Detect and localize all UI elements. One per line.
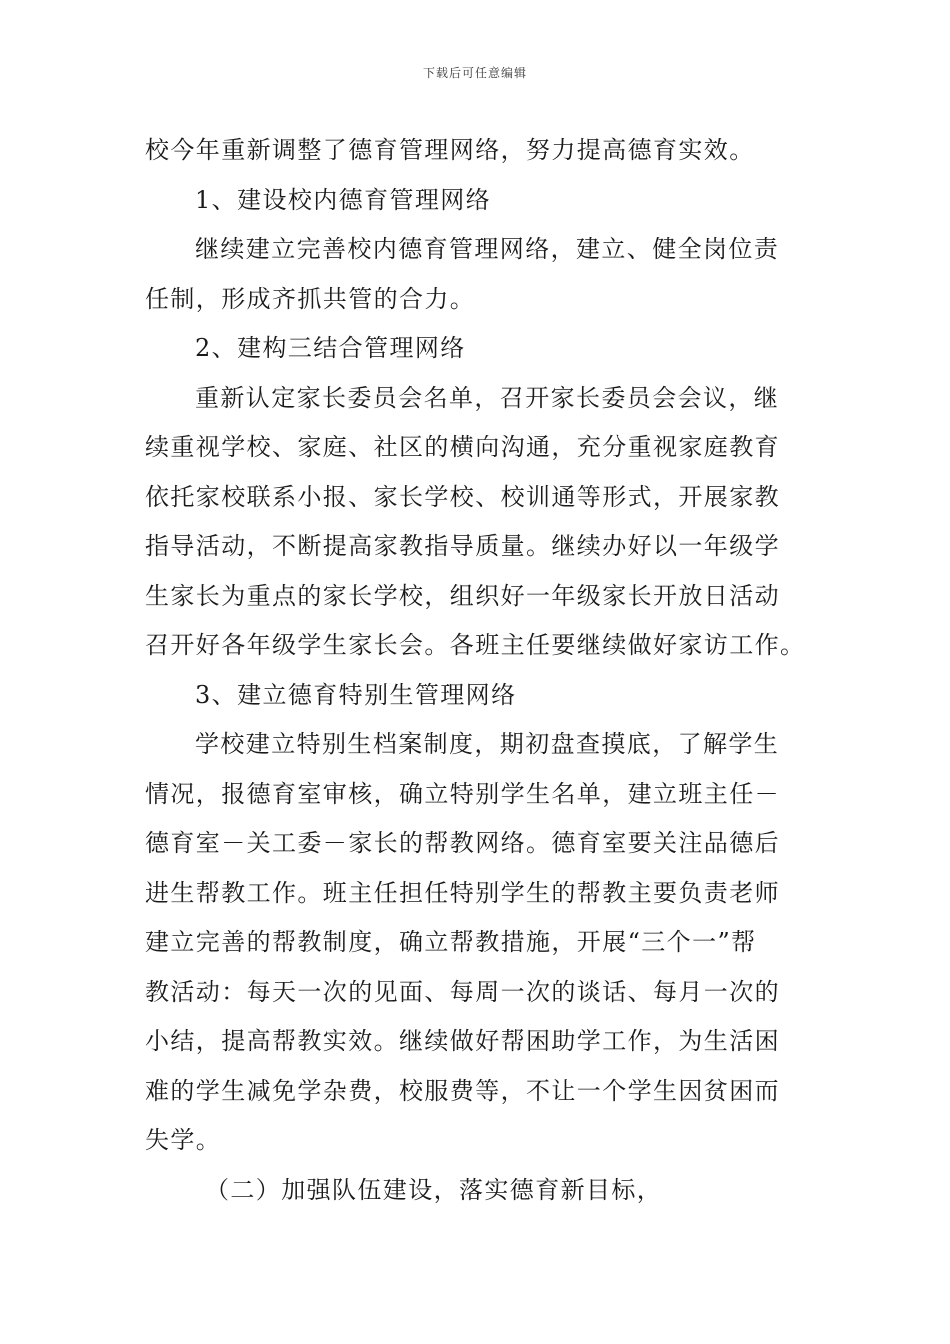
- text-line: 学校建立特别生档案制度，期初盘查摸底，了解学生: [195, 730, 780, 758]
- text-line: 指导活动，不断提高家教指导质量。继续办好以一年级学: [145, 532, 780, 560]
- text-line: 依托家校联系小报、家长学校、校训通等形式，开展家教: [145, 482, 780, 511]
- text-line: 情况，报德育室审核，确立特别学生名单，建立班主任－: [145, 779, 780, 808]
- text-line: 继续建立完善校内德育管理网络，建立、健全岗位责: [195, 235, 780, 263]
- section-heading: 1、建设校内德育管理网络: [195, 185, 492, 214]
- text-line: 校今年重新调整了德育管理网络，努力提高德育实效。: [145, 136, 755, 164]
- page-header-note: 下载后可任意编辑: [422, 66, 527, 80]
- text-line: 德育室－关工委－家长的帮教网络。德育室要关注品德后: [145, 829, 780, 857]
- text-line: 建立完善的帮教制度，确立帮教措施，开展“三个一”帮: [145, 928, 757, 956]
- text-line: 小结，提高帮教实效。继续做好帮困助学工作，为生活困: [145, 1027, 780, 1055]
- section-heading: （二）加强队伍建设，落实德育新目标，: [205, 1175, 663, 1204]
- section-heading: 2、建构三结合管理网络: [195, 334, 466, 362]
- text-line: 教活动：每天一次的见面、每周一次的谈话、每月一次的: [145, 977, 780, 1006]
- document-body: [145, 126, 810, 1215]
- text-line: 续重视学校、家庭、社区的横向沟通，充分重视家庭教育: [145, 433, 780, 461]
- text-line: 任制，形成齐抓共管的合力。: [145, 284, 476, 313]
- section-heading: 3、建立德育特别生管理网络: [195, 680, 517, 709]
- text-line: 召开好各年级学生家长会。各班主任要继续做好家访工作。: [145, 631, 806, 659]
- text-line: 生家长为重点的家长学校，组织好一年级家长开放日活动: [145, 581, 780, 610]
- text-line: 失学。: [145, 1126, 222, 1154]
- text-line: 重新认定家长委员会名单，召开家长委员会会议，继: [195, 383, 780, 412]
- text-line: 难的学生减免学杂费，校服费等，不让一个学生因贫困而: [145, 1076, 780, 1105]
- text-line: 进生帮教工作。班主任担任特别学生的帮教主要负责老师: [145, 878, 780, 907]
